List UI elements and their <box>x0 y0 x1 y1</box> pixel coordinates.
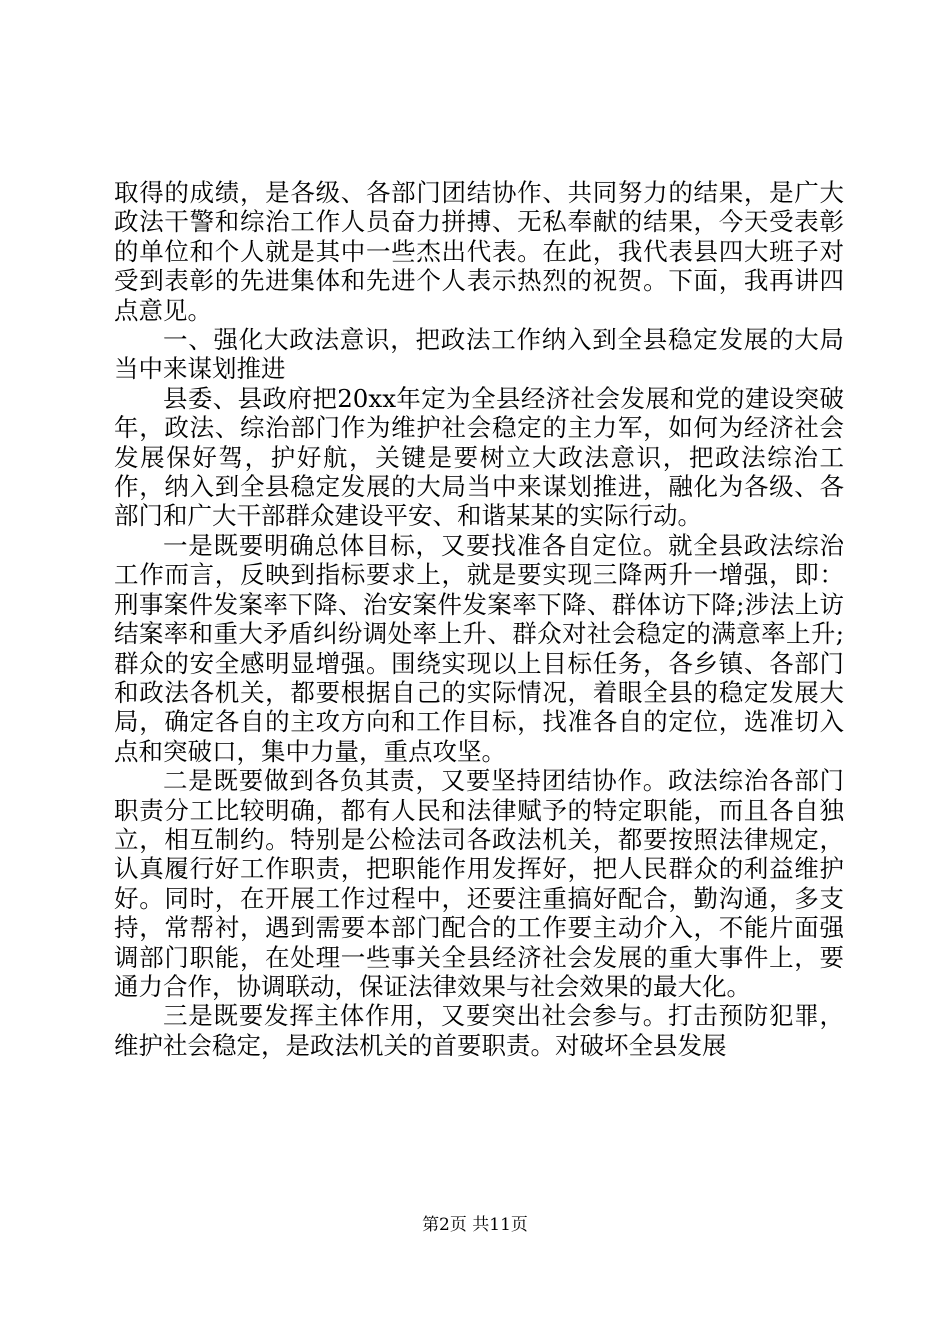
paragraph-opening: 取得的成绩，是各级、各部门团结协作、共同努力的结果，是广大政法干警和综治工作人员奋力拼搏、无私奉献的结果，今天受表彰的单位和个人就是其中一些杰出代表。在此，我代表县四大班子对受到表彰的先进集体和先进个人表示热烈的祝贺。下面，我再讲四点意见。 <box>114 178 844 325</box>
page-footer <box>0 1215 950 1235</box>
section-heading-one: 一、强化大政法意识，把政法工作纳入到全县稳定发展的大局当中来谋划推进 <box>114 325 844 384</box>
paragraph-section-one: 县委、县政府把20xx年定为全县经济社会发展和党的建设突破年，政法、综治部门作为维护社会稳定的主力军，如何为经济社会发展保好驾，护好航，关键是要树立大政法意识，把政法综治工作，纳入到全县稳定发展的大局当中来谋划推进，融化为各级、各部门和广大干部群众建设平安、和谐某某的实际行动。 <box>114 383 844 531</box>
page-number: 第2页 共11页 <box>422 1215 528 1235</box>
paragraph-point-two: 二是既要做到各负其责，又要坚持团结协作。政法综治各部门职责分工比较明确，都有人民和法律赋予的特定职能，而且各自独立，相互制约。特别是公检法司各政法机关，都要按照法律规定，认真履行好工作职责，把职能作用发挥好，把人民群众的利益维护好。同时，在开展工作过程中，还要注重搞好配合，勤沟通，多支持，常帮衬，遇到需要本部门配合的工作要主动介入，不能片面强调部门职能，在处理一些事关全县经济社会发展的重大事件上，要通力合作，协调联动，保证法律效果与社会效果的最大化。 <box>114 766 844 1001</box>
paragraph-point-three: 三是既要发挥主体作用，又要突出社会参与。打击预防犯罪，维护社会稳定，是政法机关的首要职责。对破坏全县发展 <box>114 1001 844 1060</box>
paragraph-point-one: 一是既要明确总体目标，又要找准各自定位。就全县政法综治工作而言，反映到指标要求上，就是要实现三降两升一增强，即：刑事案件发案率下降、治安案件发案率下降、群体访下降;涉法上访结案率和重大矛盾纠纷调处率上升、群众对社会稳定的满意率上升;群众的安全感明显增强。围绕实现以上目标任务，各乡镇、各部门和政法各机关，都要根据自己的实际情况，着眼全县的稳定发展大局，确定各自的主攻方向和工作目标，找准各自的定位，选准切入点和突破口，集中力量，重点攻坚。 <box>114 530 844 766</box>
document-body <box>114 178 844 1060</box>
